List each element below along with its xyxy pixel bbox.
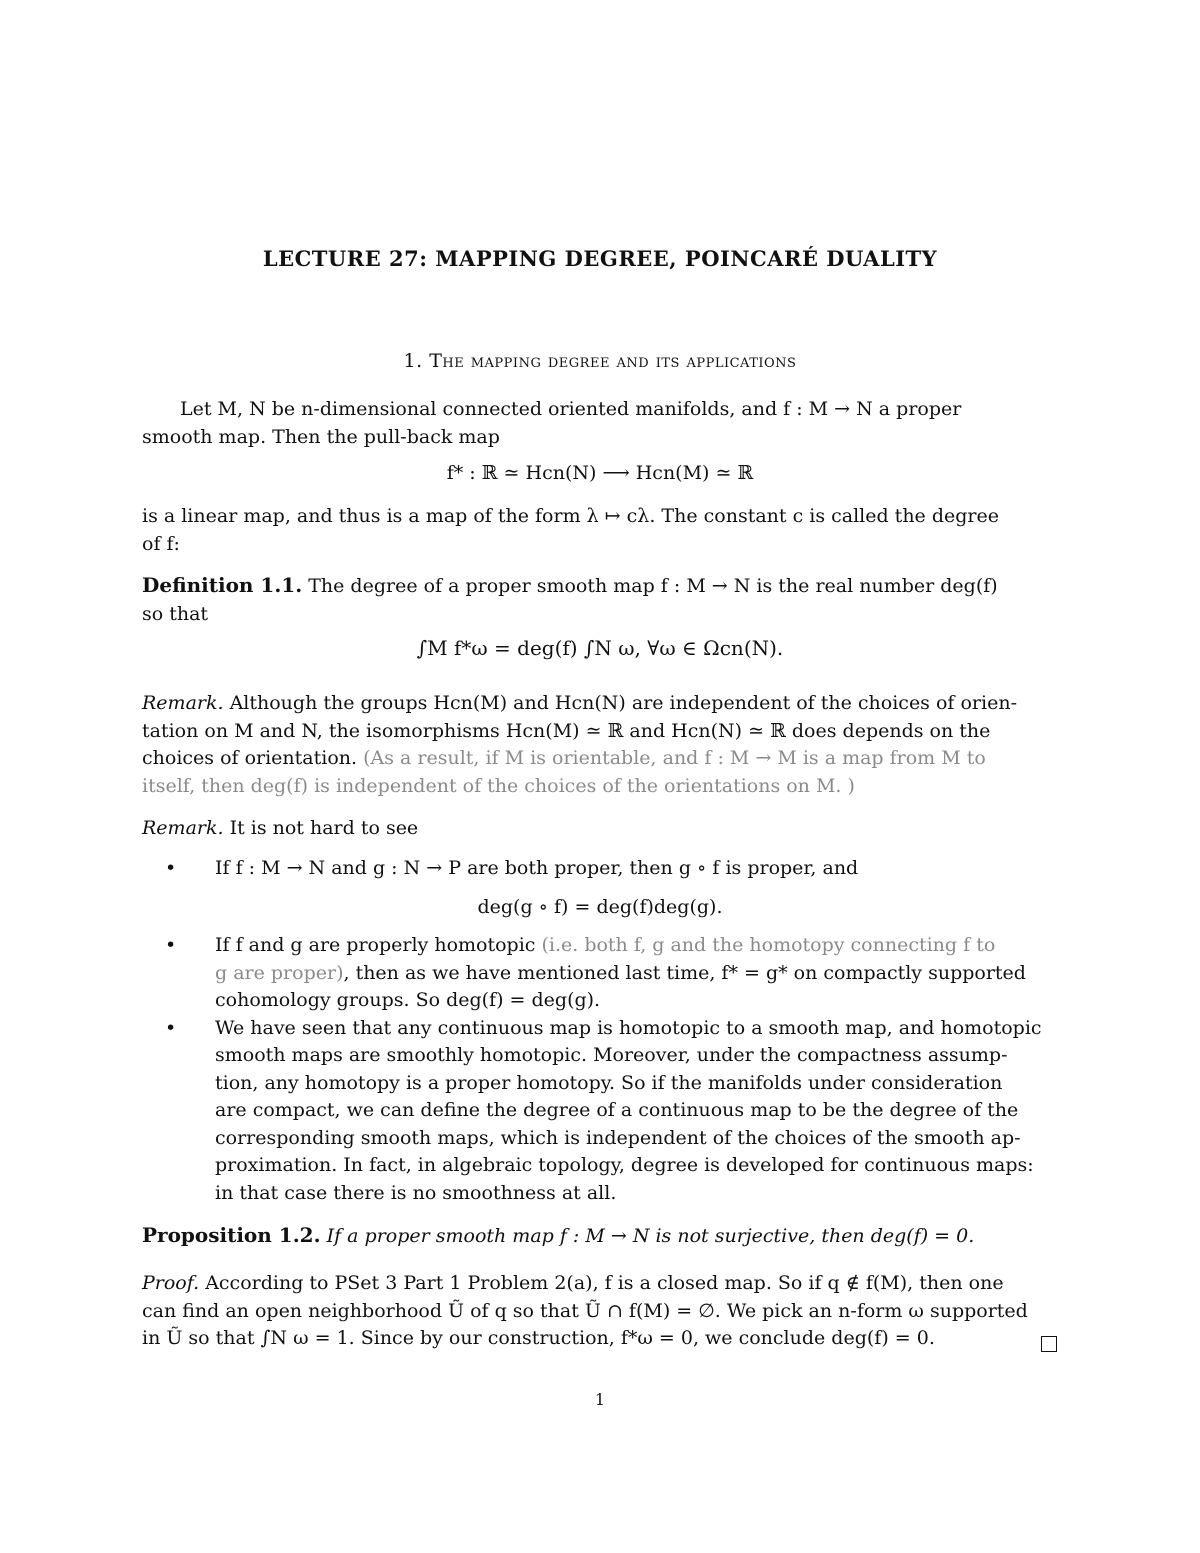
bullet-list-cont <box>165 932 1058 1207</box>
proof-line-3: in Ũ so that ∫N ω = 1. Since by our construction, f*ω = 0, we conclude deg(f) = 0. <box>142 1327 935 1349</box>
bullet-2-pre: If f and g are properly homotopic <box>215 934 536 956</box>
bullet-item-3 <box>165 1015 1058 1208</box>
bullet-1-text: If f : M → N and g : N → P are both proper, then g ∘ f is proper, and <box>215 857 859 879</box>
definition-block <box>142 572 1058 628</box>
definition-line-1: The degree of a proper smooth map f : M → N is the real number deg(f) <box>308 575 998 597</box>
bullet-list <box>165 855 1058 883</box>
bullet-3-line: We have seen that any continuous map is homotopic to a smooth map, and homotopic <box>215 1016 1042 1039</box>
definition-label: Definition 1.1. <box>142 573 303 597</box>
intro-line-1: Let M, N be n-dimensional connected oriented manifolds, and f : M → N a proper <box>180 398 962 420</box>
remark-1-label: Remark. <box>142 692 224 714</box>
proof-line-2: can find an open neighborhood Ũ of q so that Ũ ∩ f(M) = ∅. We pick an n-form ω supported <box>142 1299 1028 1322</box>
remark-1-gray-2: itself, then deg(f) is independent of the choices of the orientations on M. ) <box>142 774 855 797</box>
proposition-text: If a proper smooth map f : M → N is not surjective, then deg(f) = 0. <box>326 1225 975 1247</box>
remark-1 <box>142 690 1058 800</box>
bullet-3-line: are compact, we can define the degree of a continuous map to be the degree of the <box>215 1099 1019 1121</box>
linear-map-line-1: is a linear map, and thus is a map of the form λ ↦ cλ. The constant c is called the degree <box>142 505 999 527</box>
bullet-2-gray-1: (i.e. both f, g and the homotopy connecting f to <box>541 934 996 956</box>
bullet-3-line: corresponding smooth maps, which is independent of the choices of the smooth ap- <box>215 1126 1021 1149</box>
proof-line-1: According to PSet 3 Part 1 Problem 2(a), f is a closed map. So if q ∉ f(M), then one <box>205 1272 1004 1294</box>
degree-equation: ∫M f*ω = deg(f) ∫N ω, ∀ω ∈ Ωcn(N). <box>416 636 784 660</box>
bullet-dot: • <box>165 1016 177 1039</box>
proof-block <box>142 1270 1058 1353</box>
lecture-title: LECTURE 27: MAPPING DEGREE, POINCARÉ DUALITY <box>262 246 938 271</box>
linear-map-line-2: of f: <box>142 532 180 555</box>
bullet-2-post-2: cohomology groups. So deg(f) = deg(g). <box>215 989 601 1011</box>
remark-1-line-3: choices of orientation. <box>142 747 358 769</box>
proposition-block <box>142 1222 1058 1251</box>
bullet-3-line: tion, any homotopy is a proper homotopy. So if the manifolds under consideration <box>215 1071 1003 1094</box>
bullet-dot: • <box>165 857 177 879</box>
proof-label: Proof. <box>142 1272 200 1294</box>
composition-equation: deg(g ∘ f) = deg(f)deg(g). <box>477 896 723 918</box>
remark-2-text: It is not hard to see <box>229 817 419 839</box>
remark-2 <box>142 815 1058 843</box>
intro-line-2: smooth map. Then the pull-back map <box>142 425 500 448</box>
remark-1-gray-1: (As a result, if M is orientable, and f : M → M is a map from M to <box>363 747 986 769</box>
bullet-3-line: smooth maps are smoothly homotopic. Moreover, under the compactness assump- <box>215 1044 1008 1066</box>
remark-2-label: Remark. <box>142 817 224 839</box>
section-heading: 1. The mapping degree and its applications <box>403 350 797 372</box>
bullet-2-gray-2: g are proper) <box>215 961 344 984</box>
bullet-3-line: in that case there is no smoothness at all. <box>215 1181 617 1204</box>
bullet-3-line: proximation. In fact, in algebraic topology, degree is developed for continuous maps: <box>215 1154 1034 1176</box>
bullet-item-1 <box>165 855 1058 883</box>
bullet-item-2 <box>165 932 1058 1015</box>
linear-map-paragraph <box>142 503 1058 558</box>
bullet-dot: • <box>165 934 177 956</box>
definition-line-2: so that <box>142 602 209 625</box>
qed-box-icon <box>1041 1336 1057 1352</box>
remark-1-line-1: Although the groups Hcn(M) and Hcn(N) are independent of the choices of orien- <box>229 692 1017 714</box>
remark-1-line-2: tation on M and N, the isomorphisms Hcn(M) ≃ ℝ and Hcn(N) ≃ ℝ does depends on the <box>142 719 991 742</box>
intro-paragraph <box>142 396 1058 451</box>
bullet-2-post-1: , then as we have mentioned last time, f* = g* on compactly supported <box>343 961 1026 984</box>
proposition-label: Proposition 1.2. <box>142 1223 321 1247</box>
page-number: 1 <box>594 1390 606 1409</box>
pullback-equation: f* : ℝ ≃ Hcn(N) ⟶ Hcn(M) ≃ ℝ <box>446 462 754 484</box>
